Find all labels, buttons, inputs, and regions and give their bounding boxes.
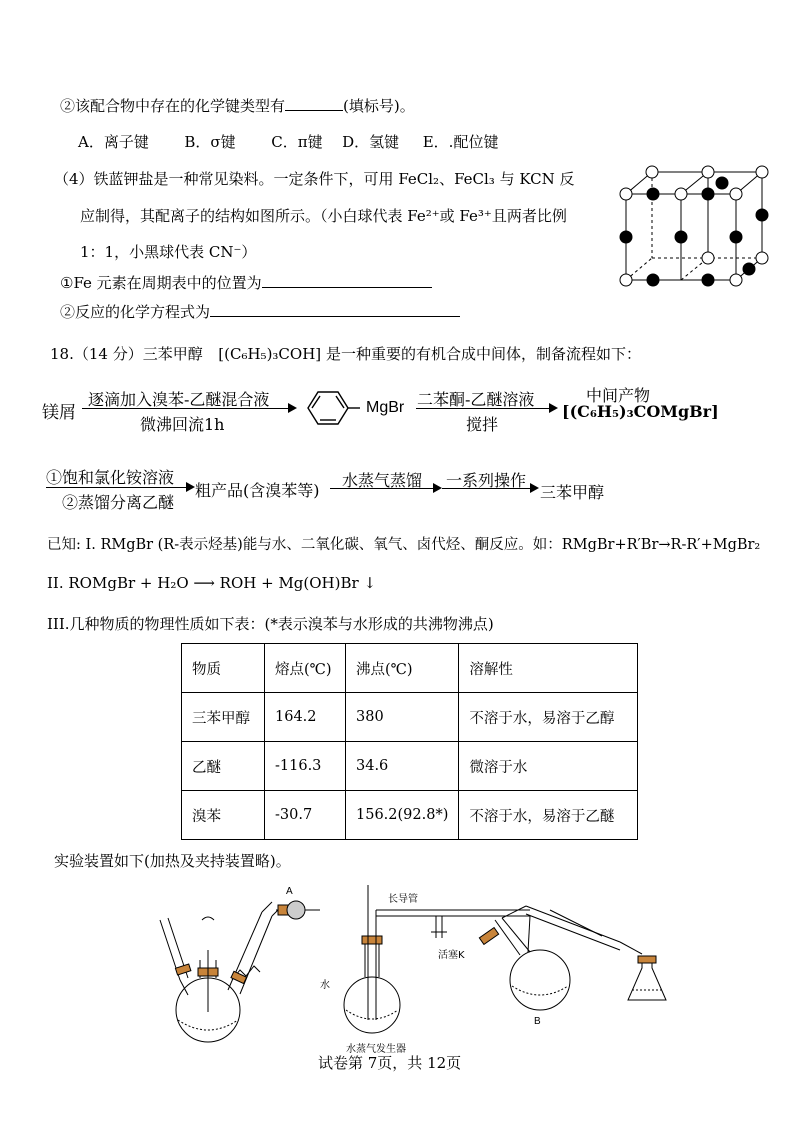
cn-ion-ball xyxy=(702,188,714,200)
cn-ion-ball xyxy=(702,274,714,286)
option-e: E．.配位键 xyxy=(422,133,499,151)
cn-ion-ball xyxy=(756,209,768,221)
known-info-2: II. ROMgBr + H₂O ⟶ ROH + Mg(OH)Br ↓ xyxy=(47,574,377,592)
flow-arrow2-head xyxy=(549,403,558,413)
table-cell: 380 xyxy=(346,693,459,742)
flow-arrow1-top: 逐滴加入溴苯-乙醚混合液 xyxy=(88,390,270,409)
known-info-1: 已知: I. RMgBr (R-表示烃基)能与水、二氧化碳、氧气、卤代烃、酮反应。如：RMgBr+R′Br→R-R′+MgBr₂ xyxy=(47,537,761,553)
benzene-ring xyxy=(298,388,362,428)
fe-ion-ball xyxy=(702,252,714,264)
table-header: 熔点(℃) xyxy=(265,644,346,693)
flow-arrow2-bottom: 搅拌 xyxy=(466,415,499,434)
cn-ion-ball xyxy=(620,231,632,243)
fe-ion-ball xyxy=(730,274,742,286)
flow-arrow5-top: 一系列操作 xyxy=(446,471,527,490)
label-steam-generator: 水蒸气发生器 xyxy=(346,1044,406,1055)
fe-ion-ball xyxy=(620,274,632,286)
fe-ion-ball xyxy=(730,188,742,200)
cn-ion-ball xyxy=(647,188,659,200)
label-long-tube: 长导管 xyxy=(388,894,418,905)
flow-arrow1 xyxy=(82,408,288,409)
crystal-structure-figure xyxy=(612,160,782,290)
flow-arrow3-bottom: ②蒸馏分离乙醚 xyxy=(62,493,175,512)
table-row xyxy=(182,791,638,840)
q18-heading: 18.（14 分）三苯甲醇 [(C₆H₅)₃COH] 是一种重要的有机合成中间体，制备流程如下： xyxy=(50,345,641,363)
fe-ion-ball xyxy=(675,188,687,200)
cn-ion-ball xyxy=(647,274,659,286)
flow-arrow4-top: 水蒸气蒸馏 xyxy=(342,471,423,490)
table-row xyxy=(182,693,638,742)
label-a: A xyxy=(286,886,293,897)
flow-arrow5 xyxy=(442,488,530,489)
answer-blank[interactable] xyxy=(210,302,460,317)
flow-arrow4-head xyxy=(433,483,442,493)
option-d: D．氢键 xyxy=(342,133,400,151)
q17-part3-item2: ②该配合物中存在的化学键类型有 (填标号)。 xyxy=(60,97,415,115)
flow-arrow4 xyxy=(330,488,433,489)
table-cell: 156.2(92.8*) xyxy=(346,791,459,840)
cn-ion-ball xyxy=(716,177,728,189)
table-header: 沸点(℃) xyxy=(346,644,459,693)
fe-ion-ball xyxy=(646,166,658,178)
q17-options xyxy=(78,131,498,152)
flow-arrow1-bottom: 微沸回流1h xyxy=(140,415,225,434)
table-cell: 三苯甲醇 xyxy=(182,693,265,742)
flow-start: 镁屑 xyxy=(42,403,76,423)
option-b: B．σ键 xyxy=(184,133,236,151)
cn-ion-ball xyxy=(675,231,687,243)
table-cell: -116.3 xyxy=(265,742,346,791)
table-cell: 乙醚 xyxy=(182,742,265,791)
option-c: C．π键 xyxy=(271,133,323,151)
answer-blank[interactable] xyxy=(262,273,432,288)
flow-arrow5-head xyxy=(530,483,539,493)
q17-part4-line3: 1：1，小黑球代表 CN⁻） xyxy=(80,243,257,261)
apparatus-intro: 实验装置如下(加热及夹持装置略)。 xyxy=(54,852,291,870)
flow-arrow3-top: ①饱和氯化铵溶液 xyxy=(46,468,175,487)
label-b: B xyxy=(534,1016,541,1027)
flow-arrow1-head xyxy=(288,403,297,413)
cn-ion-ball xyxy=(743,263,755,275)
table-cell: 不溶于水，易溶于乙醇 xyxy=(459,693,638,742)
known-info-3: III.几种物质的物理性质如下表：(*表示溴苯与水形成的共沸物沸点) xyxy=(47,615,494,633)
triphenylmethanol-formula: [(C₆H₅)₃COH] xyxy=(218,345,322,363)
apparatus-diagram xyxy=(150,880,690,1055)
table-cell: -30.7 xyxy=(265,791,346,840)
fe-ion-ball xyxy=(620,188,632,200)
table-cell: 34.6 xyxy=(346,742,459,791)
table-cell: 不溶于水，易溶于乙醚 xyxy=(459,791,638,840)
flow-intermediate-formula: [(C₆H₅)₃COMgBr] xyxy=(562,402,719,421)
fe-ion-ball xyxy=(756,166,768,178)
flow-arrow2 xyxy=(416,408,549,409)
table-cell: 164.2 xyxy=(265,693,346,742)
page-footer: 试卷第 7页，共 12页 xyxy=(318,1054,462,1072)
flow-product: 三苯甲醇 xyxy=(540,483,605,502)
cn-ion-ball xyxy=(730,231,742,243)
option-a: A．离子键 xyxy=(78,133,149,151)
q17-part4-q2: ②反应的化学方程式为 xyxy=(60,301,460,322)
table-cell: 溴苯 xyxy=(182,791,265,840)
flow-arrow3 xyxy=(46,487,186,488)
fe-ion-ball xyxy=(702,166,714,178)
q17-part4-q1: ①Fe 元素在周期表中的位置为 xyxy=(60,272,432,293)
flow-grignard: MgBr xyxy=(366,399,405,416)
flow-crude-product: 粗产品(含溴苯等) xyxy=(195,481,320,500)
label-water: 水 xyxy=(320,980,330,991)
q17-part4-line1: （4）铁蓝钾盐是一种常见染料。一定条件下，可用 FeCl₂、FeCl₃ 与 KCN 反 xyxy=(54,170,575,188)
table-row xyxy=(182,742,638,791)
flow-arrow3-head xyxy=(186,482,195,492)
table-header: 溶解性 xyxy=(459,644,638,693)
table-header-row xyxy=(182,644,638,693)
table-header: 物质 xyxy=(182,644,265,693)
answer-blank[interactable] xyxy=(285,96,343,111)
flow-arrow2-top: 二苯酮-乙醚溶液 xyxy=(417,390,535,409)
fe-ion-ball xyxy=(756,252,768,264)
properties-table xyxy=(181,643,638,840)
flow-intermediate-label: 中间产物 xyxy=(586,386,651,405)
table-cell: 微溶于水 xyxy=(459,742,638,791)
q17-part4-line2: 应制得，其配离子的结构如图所示。（小白球代表 Fe²⁺或 Fe³⁺且两者比例 xyxy=(80,207,567,225)
label-valve-k: 活塞K xyxy=(438,950,465,961)
